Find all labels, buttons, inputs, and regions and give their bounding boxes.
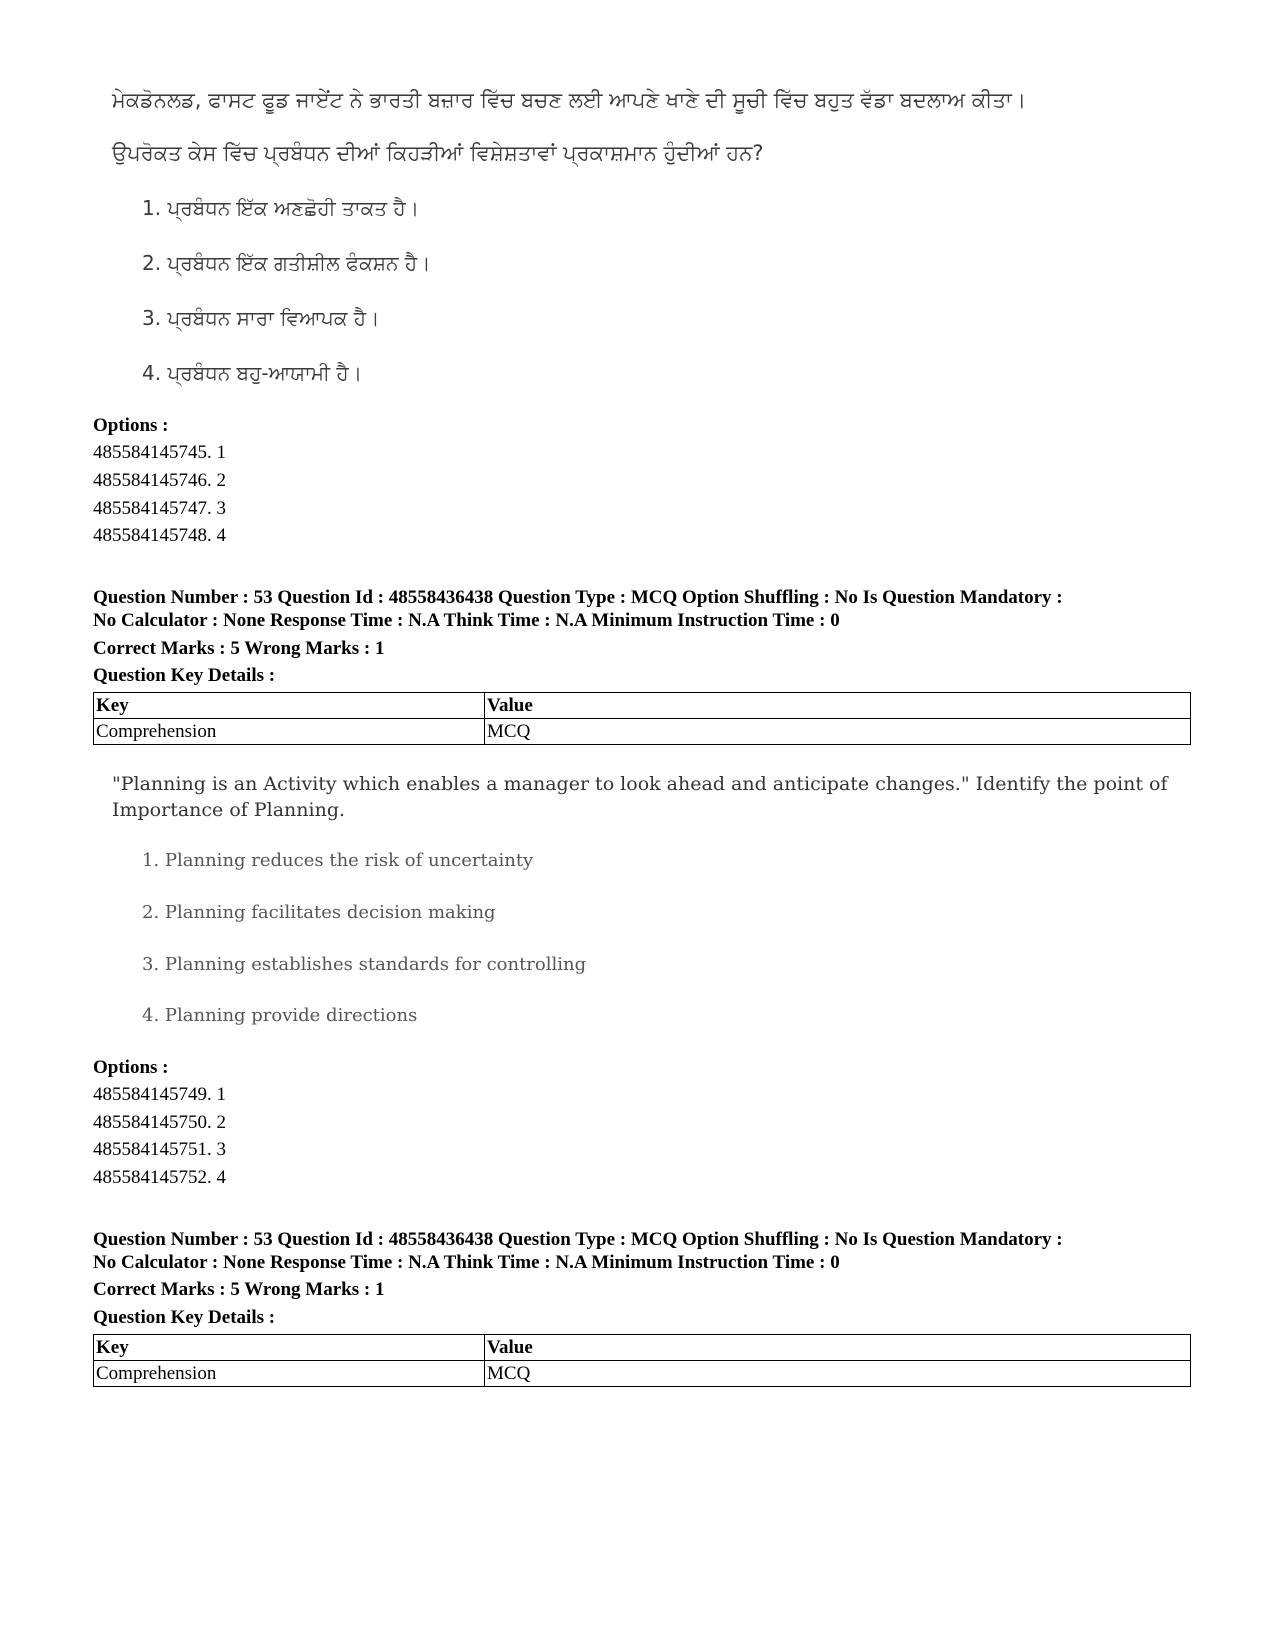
- table-row: [94, 1361, 1191, 1387]
- table-header-cell: Key: [94, 693, 485, 719]
- question-statement: 1. Planning reduces the risk of uncertainty: [142, 850, 534, 871]
- option-item: 485584145746. 2: [93, 470, 226, 491]
- table-cell: Comprehension: [94, 719, 485, 745]
- table-header-cell: Value: [485, 693, 1191, 719]
- option-item: 485584145750. 2: [93, 1112, 226, 1133]
- option-item: 485584145748. 4: [93, 525, 226, 546]
- table-cell: MCQ: [485, 719, 1191, 745]
- options-label: Options :: [93, 415, 169, 436]
- question-statement: 1. ਪ੍ਰਬੰਧਨ ਇੱਕ ਅਣਛੋਹੀ ਤਾਕਤ ਹੈ।: [142, 196, 420, 220]
- option-item: 485584145745. 1: [93, 442, 226, 463]
- question-meta-line: Question Number : 53 Question Id : 48558436438 Question Type : MCQ Option Shuffling : No Is Question Mandatory :: [93, 1229, 1063, 1250]
- question-marks: Correct Marks : 5 Wrong Marks : 1: [93, 1279, 385, 1300]
- question-meta-line: Question Number : 53 Question Id : 48558436438 Question Type : MCQ Option Shuffling : No Is Question Mandatory :: [93, 587, 1063, 608]
- question-stem-line: Importance of Planning.: [112, 799, 346, 821]
- options-label: Options :: [93, 1057, 169, 1078]
- table-header-row: [94, 693, 1191, 719]
- question-statement: 4. Planning provide directions: [142, 1005, 418, 1026]
- question-statement: 3. ਪ੍ਰਬੰਧਨ ਸਾਰਾ ਵਿਆਪਕ ਹੈ।: [142, 306, 380, 330]
- table-row: [94, 719, 1191, 745]
- question-image-punjabi: [112, 86, 1112, 396]
- question-statement: 4. ਪ੍ਰਬੰਧਨ ਬਹੁ-ਆਯਾਮੀ ਹੈ।: [142, 361, 363, 385]
- option-item: 485584145747. 3: [93, 498, 226, 519]
- question-statement: 2. Planning facilitates decision making: [142, 902, 496, 923]
- option-item: 485584145749. 1: [93, 1084, 226, 1105]
- question-stem-line: ਉਪਰੋਕਤ ਕੇਸ ਵਿੱਚ ਪ੍ਰਬੰਧਨ ਦੀਆਂ ਕਿਹੜੀਆਂ ਵਿਸ਼ੇਸ਼ਤਾਵਾਂ ਪ੍ਰਕਾਸ਼ਮਾਨ ਹੁੰਦੀਆਂ ਹਨ?: [112, 141, 764, 165]
- question-stem-line: "Planning is an Activity which enables a manager to look ahead and anticipate changes." Identify the point of: [112, 773, 1168, 795]
- question-meta-line: No Calculator : None Response Time : N.A Think Time : N.A Minimum Instruction Time : 0: [93, 1252, 840, 1273]
- question-stem-line: ਮੇਕਡੋਨਲਡ, ਫਾਸਟ ਫੂਡ ਜਾਏਂਟ ਨੇ ਭਾਰਤੀ ਬਜ਼ਾਰ ਵਿੱਚ ਬਚਣ ਲਈ ਆਪਣੇ ਖਾਣੇ ਦੀ ਸੂਚੀ ਵਿੱਚ ਬਹੁਤ ਵੱਡਾ ਬਦਲਾਅ ਕੀਤਾ।: [112, 88, 1027, 112]
- question-key-table: [93, 692, 1191, 745]
- option-item: 485584145752. 4: [93, 1167, 226, 1188]
- question-statement: 2. ਪ੍ਰਬੰਧਨ ਇੱਕ ਗਤੀਸ਼ੀਲ ਫੰਕਸ਼ਨ ਹੈ।: [142, 251, 431, 275]
- question-image-english: [112, 770, 1168, 1032]
- table-cell: MCQ: [485, 1361, 1191, 1387]
- table-header-row: [94, 1335, 1191, 1361]
- table-header-cell: Key: [94, 1335, 485, 1361]
- question-meta-line: No Calculator : None Response Time : N.A Think Time : N.A Minimum Instruction Time : 0: [93, 610, 840, 631]
- question-key-table: [93, 1334, 1191, 1387]
- option-item: 485584145751. 3: [93, 1139, 226, 1160]
- question-statement: 3. Planning establishes standards for controlling: [142, 954, 587, 975]
- question-key-details-label: Question Key Details :: [93, 665, 276, 686]
- table-header-cell: Value: [485, 1335, 1191, 1361]
- question-key-details-label: Question Key Details :: [93, 1307, 276, 1328]
- table-cell: Comprehension: [94, 1361, 485, 1387]
- question-marks: Correct Marks : 5 Wrong Marks : 1: [93, 638, 385, 659]
